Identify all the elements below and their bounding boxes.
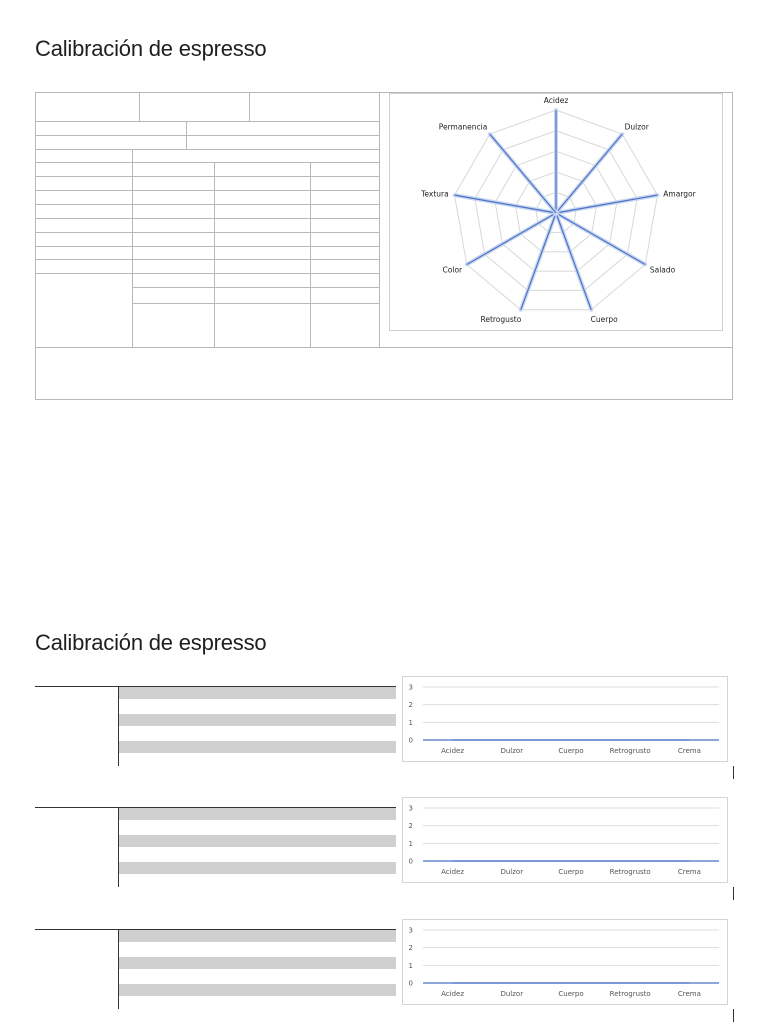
form-cell[interactable] xyxy=(310,162,379,175)
table-gridline xyxy=(214,162,215,347)
score-row[interactable] xyxy=(119,808,396,820)
page-title-bottom: Calibración de espresso xyxy=(35,630,267,655)
tasting-section-2 xyxy=(35,804,735,907)
table-gridline xyxy=(36,190,379,191)
radar-axis-label: Acidez xyxy=(543,96,569,105)
table-gridline xyxy=(132,287,379,288)
score-row[interactable] xyxy=(119,862,396,874)
line-chart-svg xyxy=(403,798,729,884)
form-grid xyxy=(36,93,379,347)
y-tick-label: 3 xyxy=(408,683,413,692)
x-tick-label: Acidez xyxy=(441,990,465,998)
table-gridline xyxy=(36,176,379,177)
radar-axis-label: Textura xyxy=(421,189,449,199)
y-tick-label: 1 xyxy=(408,961,413,970)
y-tick-label: 3 xyxy=(408,926,413,935)
table-gridline xyxy=(132,149,133,347)
text-cursor xyxy=(733,766,734,779)
form-cell[interactable] xyxy=(186,121,379,135)
y-tick-label: 2 xyxy=(408,701,413,710)
x-tick-label: Dulzor xyxy=(500,868,524,876)
x-tick-label: Retrogrusto xyxy=(609,868,651,876)
tasting-section-3 xyxy=(35,926,735,1029)
radar-axis-label: Dulzor xyxy=(624,122,649,132)
line-chart-3 xyxy=(402,919,728,1005)
score-row[interactable] xyxy=(119,741,396,753)
y-tick-label: 2 xyxy=(408,944,413,953)
table-gridline xyxy=(36,259,379,260)
form-cell[interactable] xyxy=(132,162,214,175)
x-tick-label: Cuerpo xyxy=(558,990,584,998)
table-gridline xyxy=(36,204,379,205)
y-tick-label: 2 xyxy=(408,822,413,831)
x-tick-label: Crema xyxy=(677,868,701,876)
form-cell[interactable] xyxy=(139,93,249,121)
line-chart-svg xyxy=(403,677,729,763)
radar-chart-frame xyxy=(389,93,723,331)
line-chart-1 xyxy=(402,676,728,762)
radar-axis-label: Salado xyxy=(649,265,676,275)
x-tick-label: Acidez xyxy=(441,747,465,755)
x-tick-label: Crema xyxy=(677,990,701,998)
table-gridline xyxy=(132,303,379,304)
table-gridline xyxy=(36,232,379,233)
x-tick-label: Cuerpo xyxy=(558,868,584,876)
section-divider xyxy=(35,686,118,687)
line-chart-svg xyxy=(403,920,729,1006)
form-cell[interactable] xyxy=(132,149,379,162)
tasting-section-1 xyxy=(35,683,735,786)
radar-series-spoke xyxy=(556,213,645,265)
x-tick-label: Dulzor xyxy=(500,990,524,998)
text-cursor xyxy=(733,1009,734,1022)
calibration-form xyxy=(35,92,733,400)
table-gridline xyxy=(36,218,379,219)
radar-series-spoke xyxy=(467,213,556,265)
radar-chart-area xyxy=(389,93,734,347)
y-tick-label: 0 xyxy=(408,979,413,988)
page-title: Calibración de espresso xyxy=(35,36,267,61)
notes-field[interactable] xyxy=(36,347,732,399)
table-gridline xyxy=(379,93,380,347)
table-gridline xyxy=(36,246,379,247)
form-cell[interactable] xyxy=(36,121,186,135)
x-tick-label: Crema xyxy=(677,747,701,755)
score-row[interactable] xyxy=(119,835,396,847)
text-cursor xyxy=(733,887,734,900)
score-row[interactable] xyxy=(119,984,396,996)
section-divider xyxy=(35,807,118,808)
y-tick-label: 0 xyxy=(408,857,413,866)
y-tick-label: 0 xyxy=(408,736,413,745)
form-cell[interactable] xyxy=(214,162,310,175)
x-tick-label: Cuerpo xyxy=(558,747,584,755)
line-chart-2 xyxy=(402,797,728,883)
y-tick-label: 1 xyxy=(408,839,413,848)
radar-axis-label: Permanencia xyxy=(438,122,488,132)
form-cell[interactable] xyxy=(36,93,139,121)
radar-axis-label: Cuerpo xyxy=(590,315,618,325)
x-tick-label: Dulzor xyxy=(500,747,524,755)
radar-axis-label: Amargor xyxy=(663,189,696,199)
table-gridline xyxy=(36,273,379,274)
table-gridline xyxy=(36,135,379,136)
table-gridline xyxy=(310,162,311,347)
section-divider xyxy=(35,929,118,930)
score-row[interactable] xyxy=(119,687,396,699)
radar-chart xyxy=(390,94,724,332)
radar-axis-label: Color xyxy=(442,265,463,275)
score-row[interactable] xyxy=(119,930,396,942)
form-cell[interactable] xyxy=(249,93,379,121)
x-tick-label: Retrogrusto xyxy=(609,990,651,998)
y-tick-label: 3 xyxy=(408,804,413,813)
score-row[interactable] xyxy=(119,714,396,726)
score-row[interactable] xyxy=(119,957,396,969)
x-tick-label: Retrogrusto xyxy=(609,747,651,755)
radar-axis-label: Retrogusto xyxy=(480,315,522,325)
radar-series-spoke xyxy=(521,213,556,310)
y-tick-label: 1 xyxy=(408,718,413,727)
radar-series-spoke xyxy=(556,213,591,310)
x-tick-label: Acidez xyxy=(441,868,465,876)
